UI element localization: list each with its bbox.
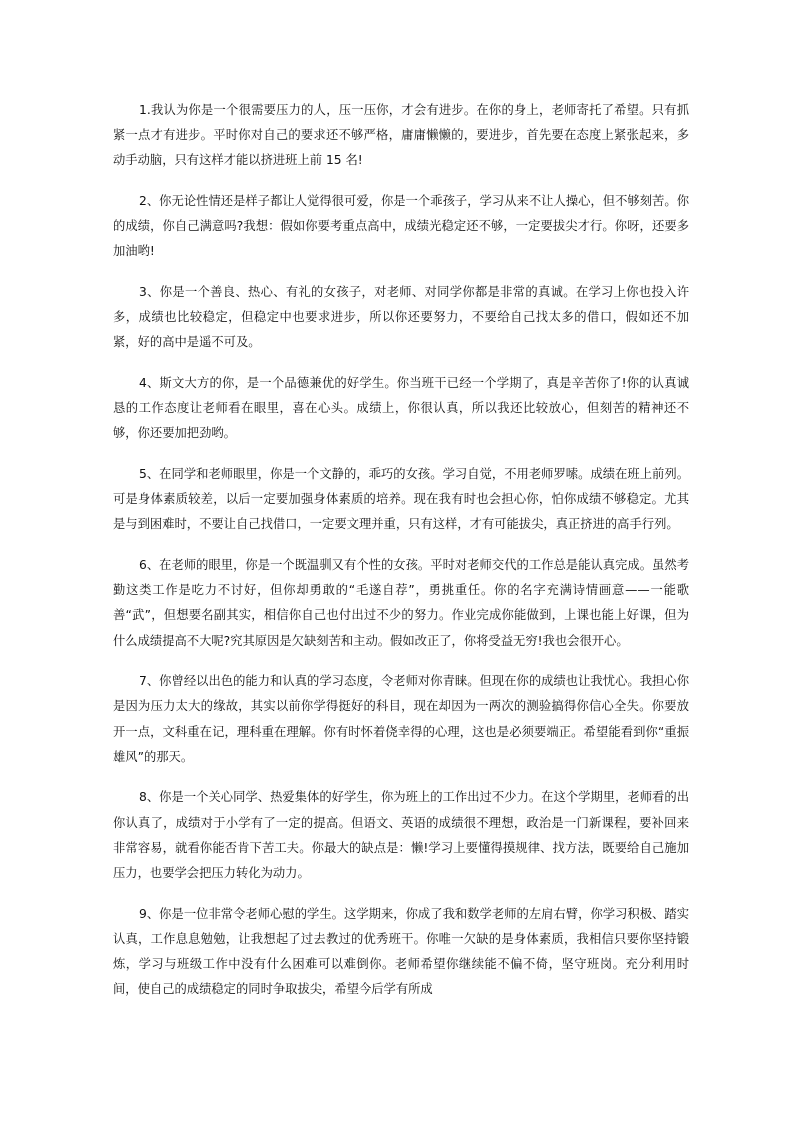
comment-paragraph-8: 8、你是一个关心同学、热爱集体的好学生，你为班上的工作出过不少力。在这个学期里，老师看的出你认真了，成绩对于小学有了一定的提高。但语文、英语的成绩很不理想，政治是一门新课程，要补回来非常容易，就看你能否肯下苦工夫。你最大的缺点是：懒!学习上要懂得摸规律、找方法，既要给自己施加压力，也要学会把压力转化为动力。 — [113, 790, 689, 881]
comment-paragraph-7: 7、你曾经以出色的能力和认真的学习态度，令老师对你青睐。但现在你的成绩也让我忧心。我担心你是因为压力太大的缘故，其实以前你学得挺好的科目，现在却因为一两次的测验搞得你信心全失。你要放开一点，文科重在记，理科重在理解。你有时怀着侥幸得的心理，这也是必须要端正。希望能看到你“重振雄风”的那天。 — [113, 674, 689, 764]
comment-paragraph-9: 9、你是一位非常令老师心慰的学生。这学期来，你成了我和数学老师的左肩右臂，你学习积极、踏实认真，工作息息勉勉，让我想起了过去教过的优秀班干。你唯一欠缺的是身体素质，我相信只要你坚持锻炼，学习与班级工作中没有什么困难可以难倒你。老师希望你继续能不偏不倚，坚守班岗。充分利用时间，使自己的成绩稳定的同时争取拔尖，希望今后学有所成 — [113, 906, 689, 997]
comment-paragraph-2: 2、你无论性情还是样子都让人觉得很可爱，你是一个乖孩子，学习从来不让人操心，但不够刻苦。你的成绩，你自己满意吗?我想：假如你要考重点高中，成绩光稳定还不够，一定要拔尖才行。你呀，还要多加油哟! — [113, 194, 689, 259]
comment-paragraph-3: 3、你是一个善良、热心、有礼的女孩子，对老师、对同学你都是非常的真诚。在学习上你也投入许多，成绩也比较稳定，但稳定中也要求进步，所以你还要努力，不要给自己找太多的借口，假如还不加紧，好的高中是遥不可及。 — [113, 285, 689, 350]
document-body — [113, 98, 689, 1018]
comment-paragraph-6: 6、在老师的眼里，你是一个既温驯又有个性的女孩。平时对老师交代的工作总是能认真完成。虽然考勤这类工作是吃力不讨好，但你却勇敢的“毛遂自荐”，勇挑重任。你的名字充满诗情画意——一能歌善“武”，但想要名副其实，相信你自己也付出过不少的努力。作业完成你能做到，上课也能上好课，但为什么成绩提高不大呢?究其原因是欠缺刻苦和主动。假如改正了，你将受益无穷!我也会很开心。 — [113, 558, 689, 648]
comment-paragraph-5: 5、在同学和老师眼里，你是一个文静的，乖巧的女孩。学习自觉，不用老师罗嗦。成绩在班上前列。可是身体素质较差，以后一定要加强身体素质的培养。现在我有时也会担心你，怕你成绩不够稳定。尤其是与到困难时，不要让自己找借口，一定要文理并重，只有这样，才有可能拔尖，真正挤进的高手行列。 — [113, 467, 689, 532]
comment-paragraph-1: 1.我认为你是一个很需要压力的人，压一压你，才会有进步。在你的身上，老师寄托了希望。只有抓紧一点才有进步。平时你对自己的要求还不够严格，庸庸懒懒的，要进步，首先要在态度上紧张起来，多动手动脑，只有这样才能以挤进班上前 15 名! — [113, 103, 689, 168]
comment-paragraph-4: 4、斯文大方的你，是一个品德兼优的好学生。你当班干已经一个学期了，真是辛苦你了!你的认真诚恳的工作态度让老师看在眼里，喜在心头。成绩上，你很认真，所以我还比较放心，但刻苦的精神还不够，你还要加把劲哟。 — [113, 376, 689, 441]
